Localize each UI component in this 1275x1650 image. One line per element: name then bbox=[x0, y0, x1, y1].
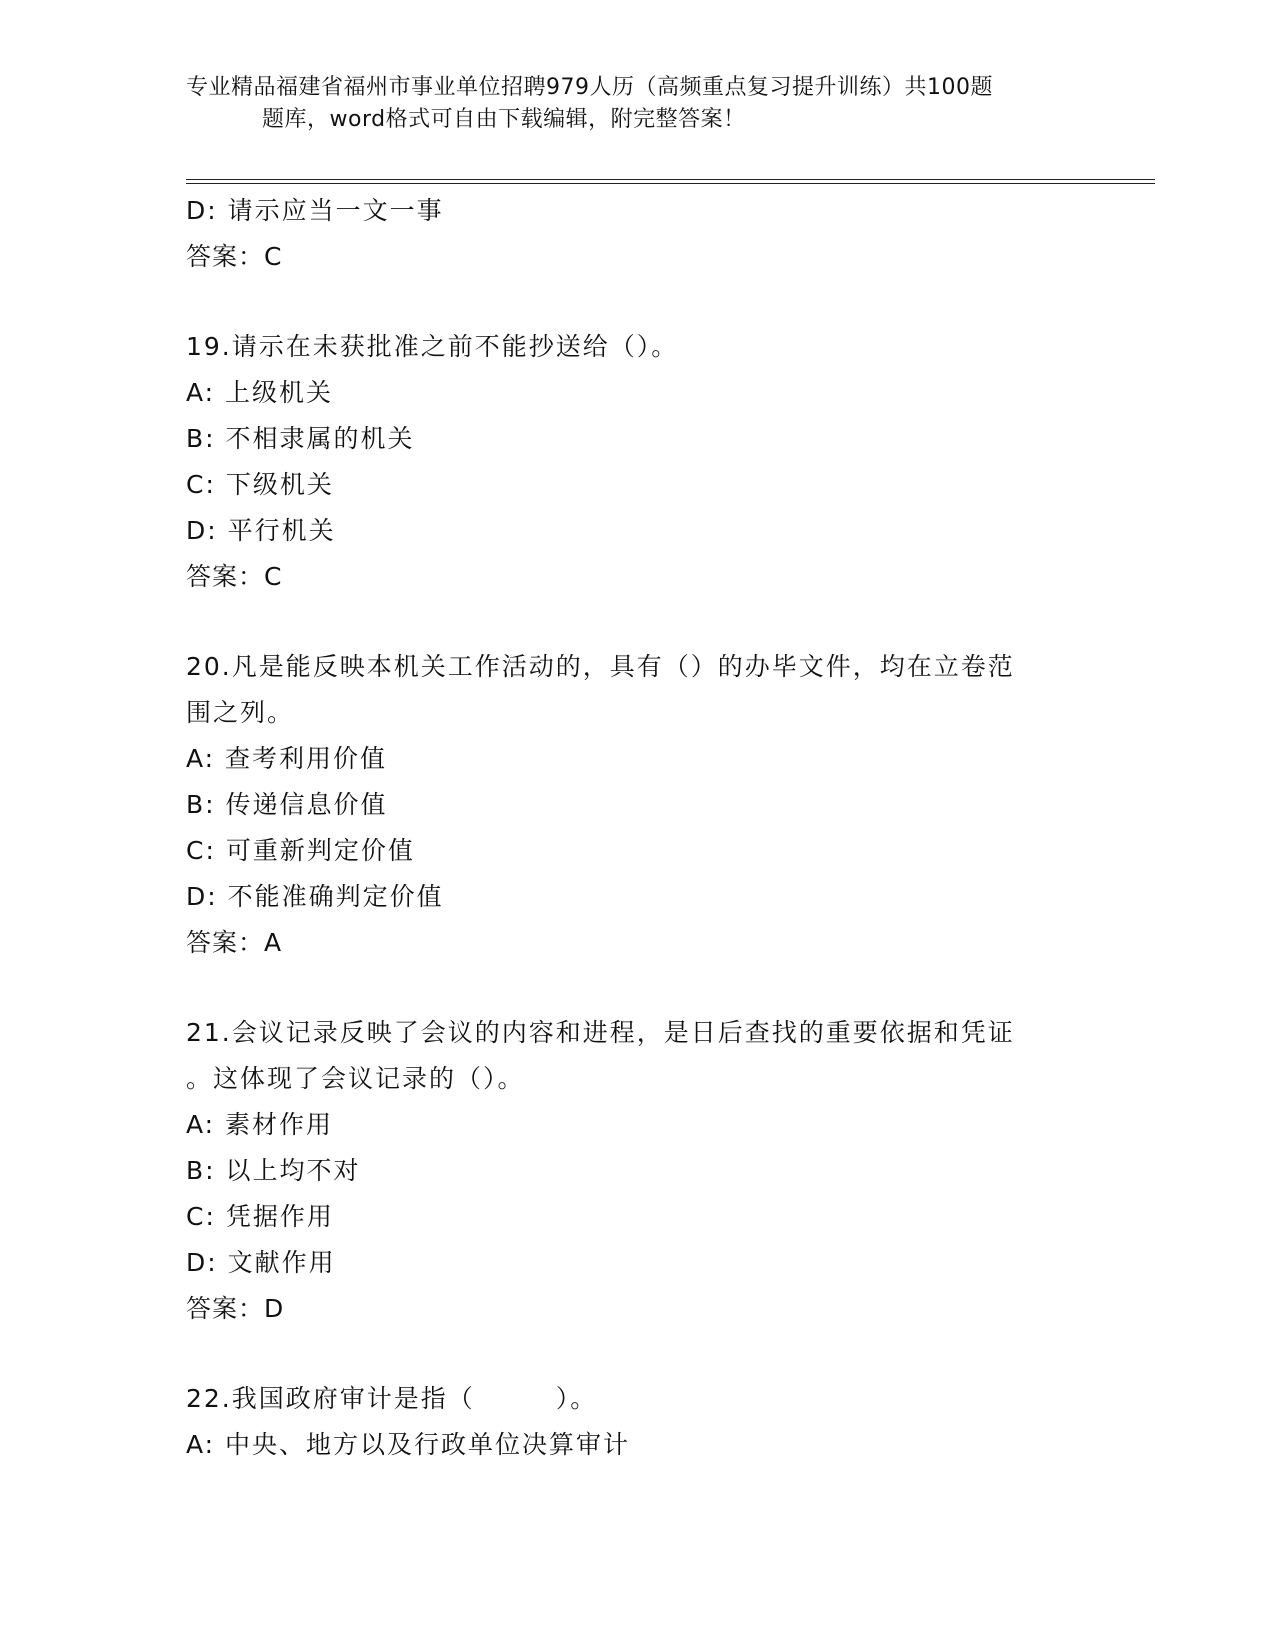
question-stem: 19.请示在未获批准之前不能抄送给（）。 bbox=[186, 332, 679, 361]
spacer bbox=[186, 1332, 1086, 1376]
spacer bbox=[186, 280, 1086, 324]
option-a: A: 中央、地方以及行政单位决算审计 bbox=[186, 1430, 631, 1459]
header-title-line-2: 题库，word格式可自由下载编辑，附完整答案！ bbox=[262, 107, 746, 132]
question-block-20 bbox=[186, 644, 1086, 966]
question-block-19 bbox=[186, 324, 1086, 600]
option-c: C: 下级机关 bbox=[186, 470, 334, 499]
prev-option-d: D: 请示应当一文一事 bbox=[186, 196, 444, 225]
answer: 答案：C bbox=[186, 562, 283, 591]
question-block-21 bbox=[186, 1010, 1086, 1332]
question-stem: 22.我国政府审计是指（ ）。 bbox=[186, 1384, 598, 1413]
option-c: C: 可重新判定价值 bbox=[186, 836, 415, 865]
question-stem: 20.凡是能反映本机关工作活动的，具有（）的办毕文件，均在立卷范 bbox=[186, 652, 1015, 681]
option-b: B: 不相隶属的机关 bbox=[186, 424, 415, 453]
spacer bbox=[186, 966, 1086, 1010]
option-d: D: 平行机关 bbox=[186, 516, 336, 545]
header-divider-top bbox=[186, 179, 1155, 180]
prev-answer: 答案：C bbox=[186, 242, 283, 271]
header-title-line-1: 专业精品福建省福州市事业单位招聘979人历（高频重点复习提升训练）共100题 bbox=[186, 75, 993, 100]
option-d: D: 文献作用 bbox=[186, 1248, 336, 1277]
option-b: B: 传递信息价值 bbox=[186, 790, 388, 819]
option-b: B: 以上均不对 bbox=[186, 1156, 361, 1185]
question-stem-continued: 围之列。 bbox=[186, 698, 295, 727]
question-block-22 bbox=[186, 1376, 1086, 1468]
answer: 答案：D bbox=[186, 1294, 285, 1323]
option-d: D: 不能准确判定价值 bbox=[186, 882, 444, 911]
header-divider-bottom bbox=[186, 183, 1155, 184]
option-c: C: 凭据作用 bbox=[186, 1202, 334, 1231]
option-a: A: 上级机关 bbox=[186, 378, 334, 407]
spacer bbox=[186, 600, 1086, 644]
document-header bbox=[186, 72, 1086, 136]
option-a: A: 素材作用 bbox=[186, 1110, 334, 1139]
question-content bbox=[186, 188, 1086, 1468]
question-stem: 21.会议记录反映了会议的内容和进程，是日后查找的重要依据和凭证 bbox=[186, 1018, 1015, 1047]
answer: 答案：A bbox=[186, 928, 283, 957]
option-a: A: 查考利用价值 bbox=[186, 744, 388, 773]
question-stem-continued: 。这体现了会议记录的（）。 bbox=[186, 1064, 525, 1093]
